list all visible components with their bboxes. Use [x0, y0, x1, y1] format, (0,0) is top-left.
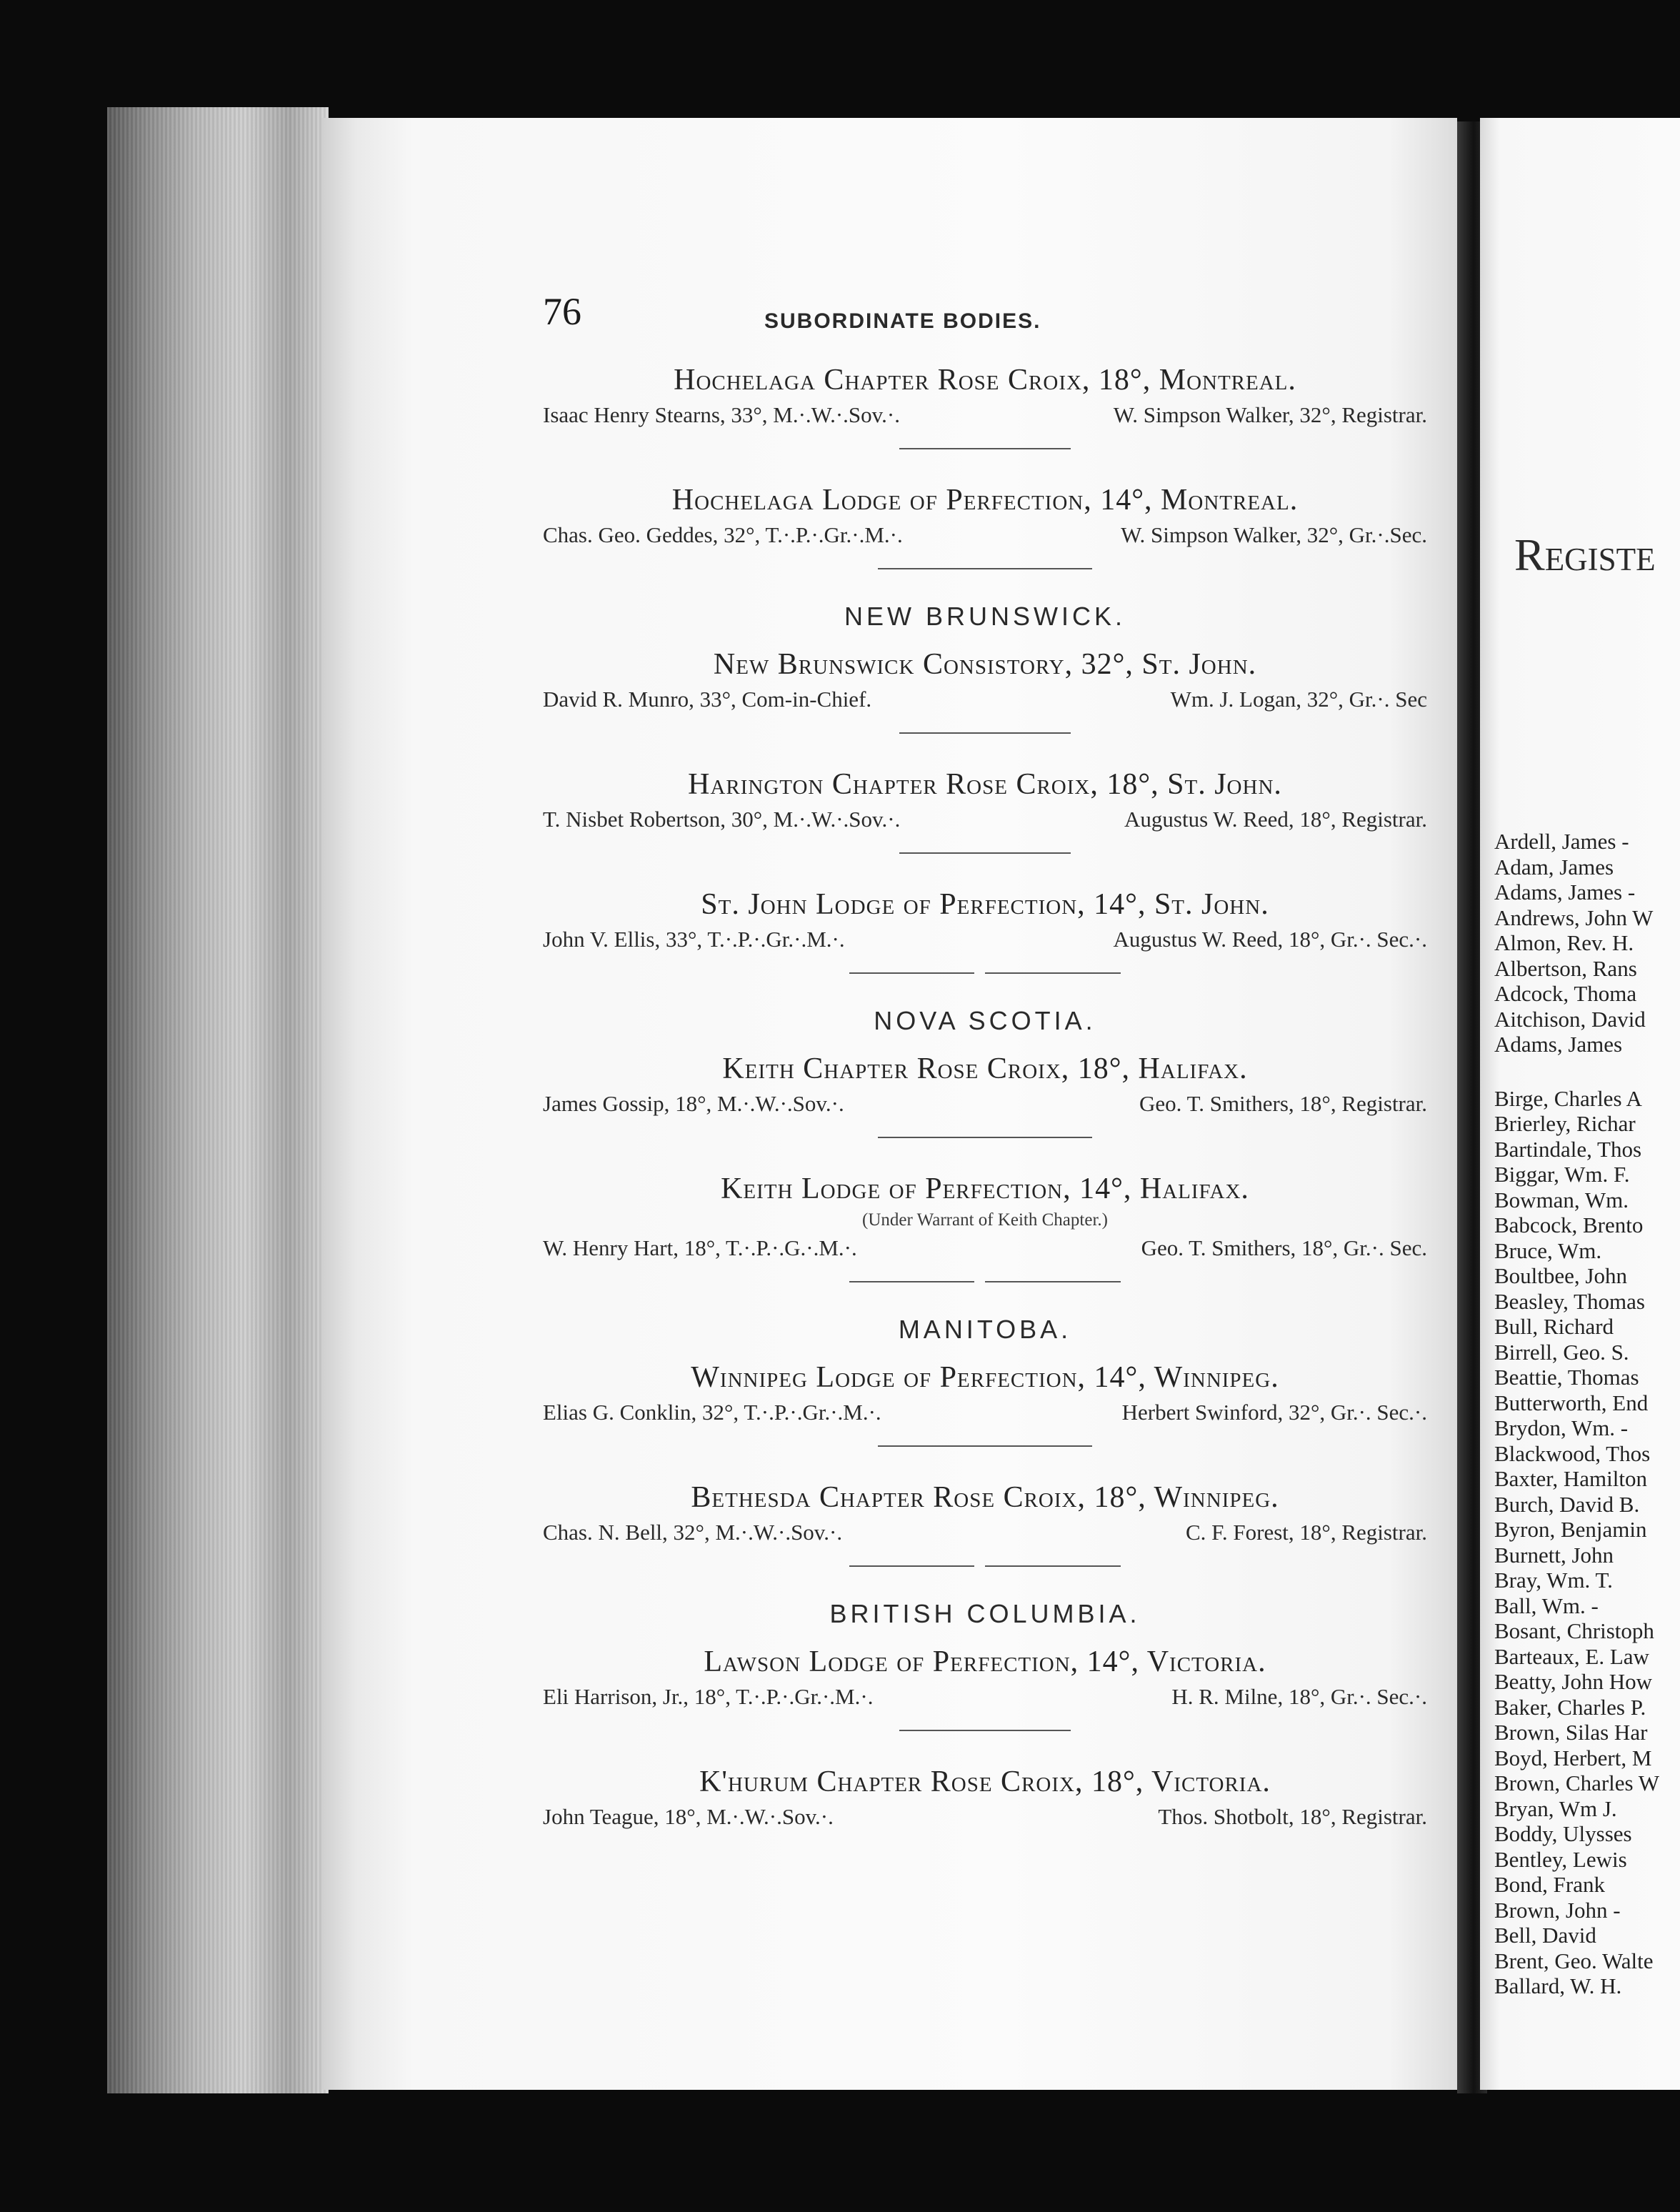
left-page [321, 118, 1457, 2090]
book-page-edges [107, 107, 329, 2093]
officer-presiding: Isaac Henry Stearns, 33°, M.·.W.·.Sov.·. [543, 402, 900, 427]
officer-presiding: Eli Harrison, Jr., 18°, T.·.P.·.Gr.·.M.·. [543, 1684, 874, 1709]
register-name: Byron, Benjamin [1494, 1517, 1647, 1542]
register-name: Baxter, Hamilton [1494, 1466, 1647, 1491]
register-name: Burnett, John [1494, 1542, 1614, 1568]
left-page-content [543, 361, 1427, 1831]
register-name: Brierley, Richar [1494, 1111, 1636, 1136]
officer-secretary: Wm. J. Logan, 32°, Gr.·. Sec [1170, 687, 1427, 712]
register-name: Birrell, Geo. S. [1494, 1339, 1629, 1365]
register-name: Boultbee, John [1494, 1263, 1627, 1288]
officer-secretary: C. F. Forest, 18°, Registrar. [1185, 1520, 1427, 1545]
register-name: Babcock, Brento [1494, 1212, 1644, 1237]
entry-title: Keith Chapter Rose Croix, 18°, Halifax. [722, 1052, 1248, 1085]
register-name: Bartindale, Thos [1494, 1136, 1642, 1162]
running-head: SUBORDINATE BODIES. [764, 309, 1041, 333]
entry-officers [543, 685, 1427, 714]
separator-rule [878, 1137, 1092, 1138]
register-name: Albertson, Rans [1494, 955, 1637, 981]
register-name: Birge, Charles A [1494, 1085, 1642, 1111]
entry [543, 481, 1427, 549]
register-name: Boddy, Ulysses [1494, 1821, 1632, 1846]
entry [543, 765, 1427, 834]
register-name: Brown, John - [1494, 1897, 1621, 1923]
register-name: Brent, Geo. Walte [1494, 1948, 1654, 1973]
officer-secretary: Geo. T. Smithers, 18°, Gr.·. Sec. [1141, 1235, 1427, 1260]
section-double-rule [849, 972, 1121, 974]
entry-title: St. John Lodge of Perfection, 14°, St. John. [701, 888, 1269, 921]
page-number: 76 [543, 290, 581, 333]
entry [543, 1478, 1427, 1547]
officer-presiding: John Teague, 18°, M.·.W.·.Sov.·. [543, 1804, 834, 1829]
register-name: Bell, David [1494, 1923, 1596, 1948]
officer-presiding: James Gossip, 18°, M.·.W.·.Sov.·. [543, 1091, 844, 1116]
register-name: Bruce, Wm. [1494, 1237, 1602, 1263]
officer-presiding: T. Nisbet Robertson, 30°, M.·.W.·.Sov.·. [543, 807, 901, 832]
officer-presiding: W. Henry Hart, 18°, T.·.P.·.G.·.M.·. [543, 1235, 857, 1260]
entry-title: Winnipeg Lodge of Perfection, 14°, Winnipeg. [691, 1361, 1279, 1394]
separator-rule [878, 1445, 1092, 1447]
register-name: Baker, Charles P. [1494, 1694, 1646, 1720]
register-title: Registe [1514, 529, 1656, 580]
register-name: Biggar, Wm. F. [1494, 1162, 1630, 1187]
register-name: Beasley, Thomas [1494, 1288, 1645, 1314]
entry-officers [543, 401, 1427, 429]
separator-rule [878, 568, 1092, 569]
entry-title: Lawson Lodge of Perfection, 14°, Victoria. [704, 1645, 1266, 1678]
entry-officers [543, 1683, 1427, 1711]
register-name: Boyd, Herbert, M [1494, 1745, 1652, 1770]
entry [543, 1358, 1427, 1427]
section-double-rule [849, 1281, 1121, 1282]
entry-officers [543, 1518, 1427, 1547]
register-group-a [1494, 829, 1659, 1057]
entry-officers [543, 925, 1427, 954]
entry-title: K'hurum Chapter Rose Croix, 18°, Victoria. [699, 1765, 1271, 1798]
register-name: Bosant, Christoph [1494, 1618, 1654, 1643]
group-gap [1494, 1057, 1659, 1086]
register-name: Aitchison, David [1494, 1006, 1646, 1032]
officer-secretary: Herbert Swinford, 32°, Gr.·. Sec.·. [1121, 1400, 1427, 1425]
entry [543, 1170, 1427, 1262]
region-heading-british-columbia: BRITISH COLUMBIA. [829, 1599, 1141, 1628]
register-name-list [1494, 829, 1659, 1999]
entry-officers [543, 805, 1427, 834]
right-page [1480, 118, 1680, 2090]
entry-title: Hochelaga Lodge of Perfection, 14°, Montreal. [671, 484, 1299, 517]
entry [543, 645, 1427, 714]
register-name: Bray, Wm. T. [1494, 1568, 1613, 1593]
separator-rule [899, 732, 1071, 734]
entry-officers [543, 1803, 1427, 1831]
register-name: Blackwood, Thos [1494, 1440, 1651, 1466]
officer-secretary: Geo. T. Smithers, 18°, Registrar. [1139, 1091, 1427, 1116]
register-name: Brydon, Wm. - [1494, 1415, 1629, 1440]
officer-secretary: H. R. Milne, 18°, Gr.·. Sec.·. [1171, 1684, 1427, 1709]
register-name: Bentley, Lewis [1494, 1846, 1627, 1872]
officer-presiding: Chas. N. Bell, 32°, M.·.W.·.Sov.·. [543, 1520, 843, 1545]
register-name: Butterworth, End [1494, 1390, 1649, 1415]
entry-title: Bethesda Chapter Rose Croix, 18°, Winnipeg. [691, 1481, 1279, 1514]
register-name: Adam, James [1494, 854, 1614, 880]
register-name: Brown, Silas Har [1494, 1720, 1648, 1745]
officer-secretary: Thos. Shotbolt, 18°, Registrar. [1158, 1804, 1427, 1829]
entry [543, 1050, 1427, 1118]
register-name: Andrews, John W [1494, 905, 1654, 930]
register-group-b [1494, 1086, 1659, 1999]
entry [543, 1643, 1427, 1711]
officer-presiding: John V. Ellis, 33°, T.·.P.·.Gr.·.M.·. [543, 927, 845, 952]
officer-secretary: Augustus W. Reed, 18°, Gr.·. Sec.·. [1113, 927, 1427, 952]
separator-rule [899, 852, 1071, 854]
entry-title: Hochelaga Chapter Rose Croix, 18°, Montreal. [674, 364, 1296, 397]
region-heading-new-brunswick: NEW BRUNSWICK. [844, 602, 1126, 631]
register-name: Burch, David B. [1494, 1491, 1640, 1517]
register-name: Adams, James - [1494, 880, 1636, 905]
entry-title: Harington Chapter Rose Croix, 18°, St. John. [688, 768, 1282, 801]
register-name: Beatty, John How [1494, 1669, 1652, 1694]
officer-secretary: Augustus W. Reed, 18°, Registrar. [1124, 807, 1427, 832]
officer-presiding: David R. Munro, 33°, Com-in-Chief. [543, 687, 872, 712]
entry-title: New Brunswick Consistory, 32°, St. John. [713, 648, 1257, 681]
officer-secretary: W. Simpson Walker, 32°, Registrar. [1113, 402, 1427, 427]
register-name: Adcock, Thoma [1494, 981, 1637, 1006]
entry-title: Keith Lodge of Perfection, 14°, Halifax. [721, 1172, 1249, 1205]
register-name: Bull, Richard [1494, 1314, 1614, 1339]
register-name: Bond, Frank [1494, 1872, 1605, 1897]
entry-officers [543, 521, 1427, 549]
entry-note: (Under Warrant of Keith Chapter.) [862, 1210, 1108, 1230]
separator-rule [899, 1730, 1071, 1731]
separator-rule [899, 448, 1071, 449]
entry [543, 361, 1427, 429]
register-name: Ballard, W. H. [1494, 1973, 1622, 1998]
register-name: Bryan, Wm J. [1494, 1795, 1617, 1821]
register-name: Barteaux, E. Law [1494, 1643, 1649, 1669]
region-heading-nova-scotia: NOVA SCOTIA. [874, 1006, 1096, 1035]
entry [543, 885, 1427, 954]
register-name: Ardell, James - [1494, 829, 1629, 854]
region-heading-manitoba: MANITOBA. [898, 1315, 1072, 1344]
entry [543, 1763, 1427, 1831]
section-double-rule [849, 1565, 1121, 1567]
register-name: Adams, James [1494, 1032, 1623, 1057]
register-name: Ball, Wm. - [1494, 1593, 1599, 1618]
officer-presiding: Elias G. Conklin, 32°, T.·.P.·.Gr.·.M.·. [543, 1400, 881, 1425]
register-name: Brown, Charles W [1494, 1770, 1660, 1795]
register-name: Almon, Rev. H. [1494, 930, 1634, 955]
entry-officers [543, 1234, 1427, 1262]
register-name: Beattie, Thomas [1494, 1365, 1639, 1390]
officer-presiding: Chas. Geo. Geddes, 32°, T.·.P.·.Gr.·.M.·. [543, 522, 903, 547]
entry-officers [543, 1398, 1427, 1427]
register-name: Bowman, Wm. [1494, 1187, 1629, 1212]
officer-secretary: W. Simpson Walker, 32°, Gr.·.Sec. [1121, 522, 1427, 547]
entry-officers [543, 1090, 1427, 1118]
